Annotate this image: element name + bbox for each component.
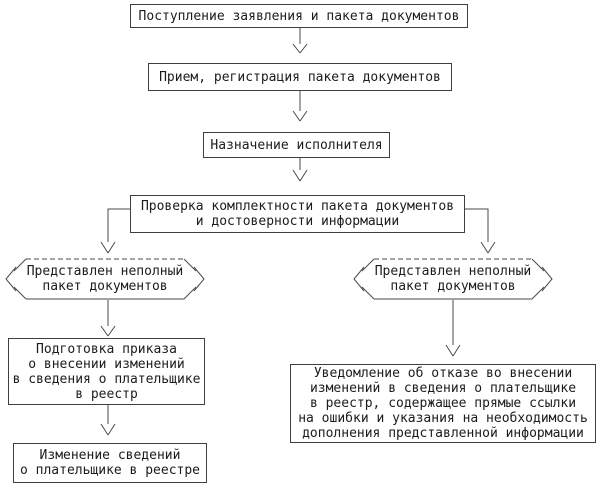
arrow-register-to-assign	[293, 91, 307, 121]
node-label: в реестр, содержащее прямые ссылки	[309, 396, 577, 411]
node-label: Представлен неполный	[374, 264, 532, 279]
node-assign-executor	[203, 132, 390, 158]
node-label: Назначение исполнителя	[210, 137, 383, 153]
node-prepare-order	[8, 338, 205, 405]
node-label: Изменение сведений	[39, 448, 181, 463]
node-condition-incomplete-left	[10, 264, 200, 294]
node-change-registry	[13, 443, 207, 483]
arrow-receive-to-register	[293, 28, 307, 53]
node-label: пакет документов	[390, 279, 516, 294]
node-label: в сведения о плательщике	[12, 371, 201, 387]
node-check-completeness	[130, 195, 465, 233]
arrow-check-to-hex-left	[101, 209, 131, 253]
arrow-assign-to-check	[293, 158, 307, 181]
node-refusal-notice	[290, 364, 596, 443]
node-label: Представлен неполный	[26, 264, 184, 279]
node-label: изменений в сведения о плательщике	[309, 381, 577, 396]
node-label: Поступление заявления и пакета документов	[138, 8, 460, 24]
node-label: Проверка комплектности пакета документов	[140, 199, 455, 214]
node-label: в реестр	[75, 386, 138, 402]
node-label: Прием, регистрация пакета документов	[159, 69, 441, 85]
node-receive-application	[130, 4, 468, 28]
node-label: на ошибки и указания на необходимость	[298, 411, 588, 426]
node-label: пакет документов	[42, 279, 168, 294]
node-label: и достоверности информации	[195, 214, 400, 229]
node-label: Подготовка приказа	[36, 341, 177, 357]
node-label: о плательщике в реестре	[19, 463, 200, 478]
arrow-check-to-hex-right	[464, 209, 495, 253]
arrow-prepare-to-change	[101, 405, 115, 435]
arrow-hex-right-to-refusal	[446, 300, 460, 356]
node-condition-incomplete-right	[358, 264, 548, 294]
node-label: дополнения представленной информации	[302, 426, 584, 441]
arrow-hex-left-to-prepare	[101, 300, 115, 336]
node-register-package	[148, 63, 452, 91]
node-label: о внесении изменений	[28, 356, 185, 372]
node-label: Уведомление об отказе во внесении	[313, 366, 573, 381]
